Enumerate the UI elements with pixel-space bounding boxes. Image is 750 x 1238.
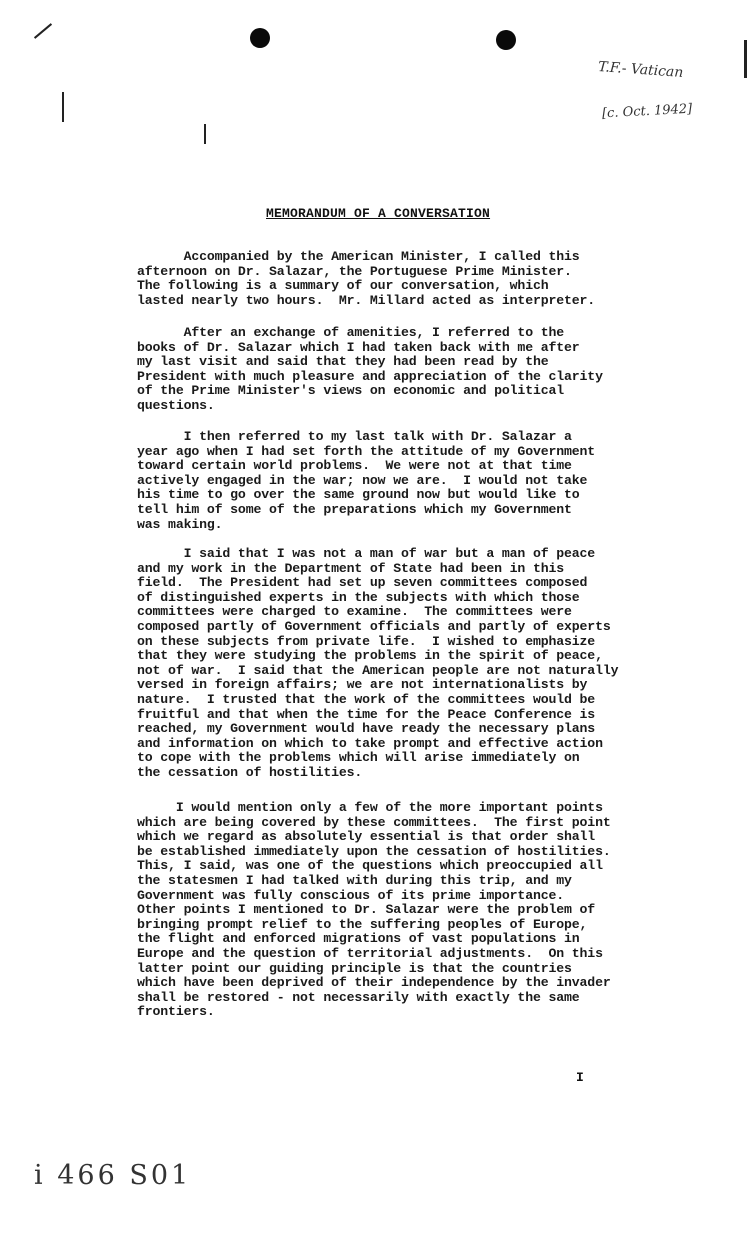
paragraph-4: I said that I was not a man of war but a man of peace and my work in the Department of State had been in this field. The President had set up seven committees composed of distinguished experts in the subjects with which those committees were charged to examine. The committees were composed partly of Government officials and partly of experts on these subjects from private life. I wished to emphasize that they were studying the problems in the spirit of peace, not of war. I said that the American people are not naturally versed in foreign affairs; we are not internationalists by nature. I trusted that the work of the committees would be fruitful and that when the time for the Peace Conference is reached, my Government would have ready the necessary plans and information on which to take prompt and effective action to cope with the problems which will arise immediately on the cessation of hostilities. <box>137 546 619 780</box>
scan-mark <box>62 92 64 122</box>
paragraph-3: I then referred to my last talk with Dr. Salazar a year ago when I had set forth the attitude of my Government toward certain world problems. We were not at that time actively engaged in the war; now we are. I would not take his time to go over the same ground now but would like to tell him of some of the preparations which my Government was making. <box>137 429 596 532</box>
paragraph-1: Accompanied by the American Minister, I called this afternoon on Dr. Salazar, the Portuguese Prime Minister. The following is a summary of our conversation, which lasted nearly two hours. Mr. Millard acted as interpreter. <box>137 249 596 308</box>
handwritten-date: [c. Oct. 1942] <box>601 101 693 122</box>
scan-mark <box>744 40 747 78</box>
page-title: MEMORANDUM OF A CONVERSATION <box>266 206 491 221</box>
punch-hole-left <box>250 28 270 48</box>
handwritten-reference: i 466 S01 <box>34 1160 192 1191</box>
scan-mark <box>204 124 206 144</box>
scan-mark <box>34 23 52 39</box>
paragraph-5: I would mention only a few of the more important points which are being covered by these committees. The first point which we regard as absolutely essential is that order shall be established immediately upon the cessation of hostilities. This, I said, was one of the questions which preoccupied all the statesmen I had talked with during this trip, and my Government was fully conscious of its prime importance. Other points I mentioned to Dr. Salazar were the problem of bringing prompt relief to the suffering peoples of Europe, the flight and enforced migrations of vast populations in Europe and the question of territorial adjustments. On this latter point our guiding principle is that the countries which have been deprived of their independence by the invader shall be restored - not necessarily with exactly the same frontiers. <box>137 800 611 1020</box>
paragraph-2: After an exchange of amenities, I referred to the books of Dr. Salazar which I had taken back with me after my last visit and said that they had been read by the President with much pleasure and appreciation of the clarity of the Prime Minister's views on economic and political questions. <box>137 325 603 413</box>
handwritten-annotation: T.F.- Vatican <box>597 59 684 81</box>
page-marker: I <box>576 1070 584 1085</box>
punch-hole-right <box>496 30 516 50</box>
